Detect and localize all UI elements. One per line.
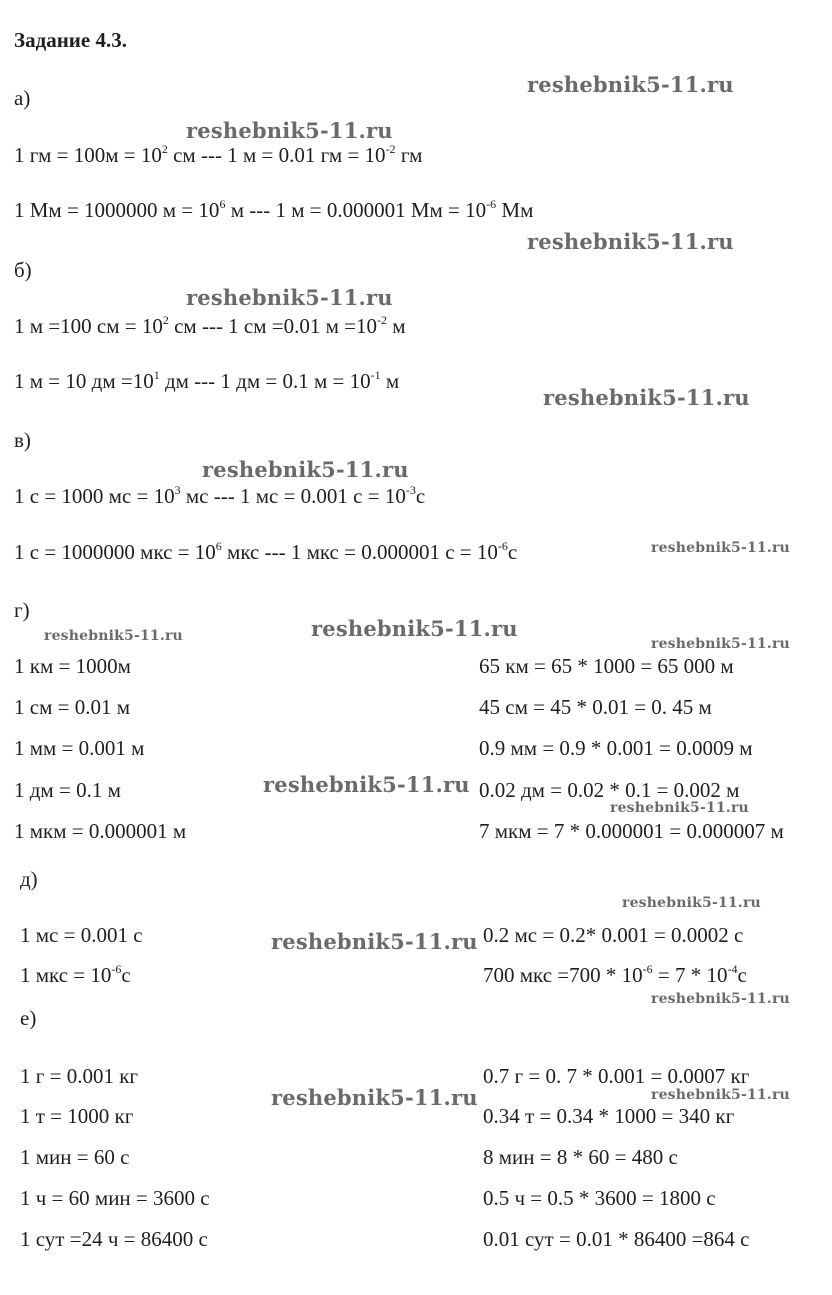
- watermark: reshebnik5-11.ru: [186, 118, 393, 143]
- equation-left: 1 мин = 60 с: [20, 1145, 130, 1169]
- equation-line: 1 с = 1000 мс = $10^3$ мс --- 1 мс = 0.001 $с = 10^{-3}с$: [14, 483, 426, 508]
- equation-right: 0.5 ч = 0.5 * 3600 = 1800 с: [483, 1186, 716, 1210]
- equation-right: 0.9 мм = 0.9 * 0.001 = 0.0009 м: [479, 736, 753, 760]
- watermark: reshebnik5-11.ru: [543, 385, 750, 410]
- watermark: reshebnik5-11.ru: [263, 772, 470, 797]
- equation-right: 0.02 дм = 0.02 * 0.1 = 0.002 м: [479, 778, 740, 802]
- watermark: reshebnik5-11.ru: [271, 929, 478, 954]
- equation-right: 0.34 т = 0.34 * 1000 = 340 кг: [483, 1104, 735, 1128]
- section-label: а): [14, 86, 31, 110]
- section-label: г): [14, 598, 30, 622]
- section-label: д): [20, 867, 38, 891]
- watermark: reshebnik5-11.ru: [44, 628, 183, 644]
- equation-left: 1 мкм = 0.000001 м: [14, 819, 187, 843]
- equation-left: 1 т = 1000 кг: [20, 1104, 134, 1128]
- watermark: reshebnik5-11.ru: [186, 285, 393, 310]
- equation-left: 1 мм = 0.001 м: [14, 736, 145, 760]
- watermark: reshebnik5-11.ru: [202, 457, 409, 482]
- watermark: reshebnik5-11.ru: [622, 895, 761, 911]
- equation-line: 1 Мм = 1000000 $м = 10^6$ м --- 1 м = 0.000001 Мм = $10^{-6}$ Мм: [14, 197, 534, 222]
- section-label: в): [14, 428, 31, 452]
- equation-left: 1 сут =24 ч = 86400 с: [20, 1227, 208, 1251]
- section-label: б): [14, 258, 32, 282]
- watermark: reshebnik5-11.ru: [610, 800, 749, 816]
- section-label: е): [20, 1006, 37, 1030]
- equation-left: 1 дм = 0.1 м: [14, 778, 121, 802]
- equation-line: 1 м =100 см = $10^2$ см --- 1 см =0.01 $м =10^{-2}$ м: [14, 313, 406, 338]
- equation-line: 1 с = 1000000 мкс = $10^6$ мкс --- 1 мкс = 0.000001 $с = 10^{-6}с$: [14, 539, 518, 564]
- equation-left: 1 ч = 60 мин = 3600 с: [20, 1186, 210, 1210]
- watermark: reshebnik5-11.ru: [651, 540, 790, 556]
- equation-left: 1 км = 1000м: [14, 654, 131, 678]
- equation-left: 1 см = 0.01 м: [14, 695, 130, 719]
- watermark: reshebnik5-11.ru: [271, 1085, 478, 1110]
- watermark: reshebnik5-11.ru: [651, 1087, 790, 1103]
- page-title: Задание 4.3.: [14, 28, 127, 52]
- equation-right: 0.2 мс = 0.2* 0.001 = 0.0002 с: [483, 923, 744, 947]
- equation-right: 45 см = 45 * 0.01 = 0. 45 м: [479, 695, 712, 719]
- equation-right: 7 мкм = 7 * 0.000001 = 0.000007 м: [479, 819, 784, 843]
- equation-right: 0.01 сут = 0.01 * 86400 =864 с: [483, 1227, 750, 1251]
- equation-right: 8 мин = 8 * 60 = 480 с: [483, 1145, 678, 1169]
- watermark: reshebnik5-11.ru: [311, 616, 518, 641]
- equation-right: 65 км = 65 * 1000 = 65 000 м: [479, 654, 734, 678]
- equation-right: 0.7 г = 0. 7 * 0.001 = 0.0007 кг: [483, 1064, 750, 1088]
- watermark: reshebnik5-11.ru: [651, 636, 790, 652]
- equation-left: 1 мс = 0.001 с: [20, 923, 143, 947]
- watermark: reshebnik5-11.ru: [527, 229, 734, 254]
- equation-left: 1 г = 0.001 кг: [20, 1064, 139, 1088]
- equation-right: 700 мкс $=700 * 10^{-6} = 7 * 10^{-4}с$: [483, 962, 747, 987]
- equation-line: 1 гм = $100м = 10^2$ см --- 1 м = 0.01 гм = $10^{-2}$ гм: [14, 142, 423, 167]
- watermark: reshebnik5-11.ru: [651, 991, 790, 1007]
- equation-line: 1 м = 10 дм $=10^1$ дм --- 1 дм = 0.1 $м = 10^{-1}$ м: [14, 368, 400, 393]
- equation-left: 1 мкс = $10^{-6}с$: [20, 962, 131, 987]
- watermark: reshebnik5-11.ru: [527, 72, 734, 97]
